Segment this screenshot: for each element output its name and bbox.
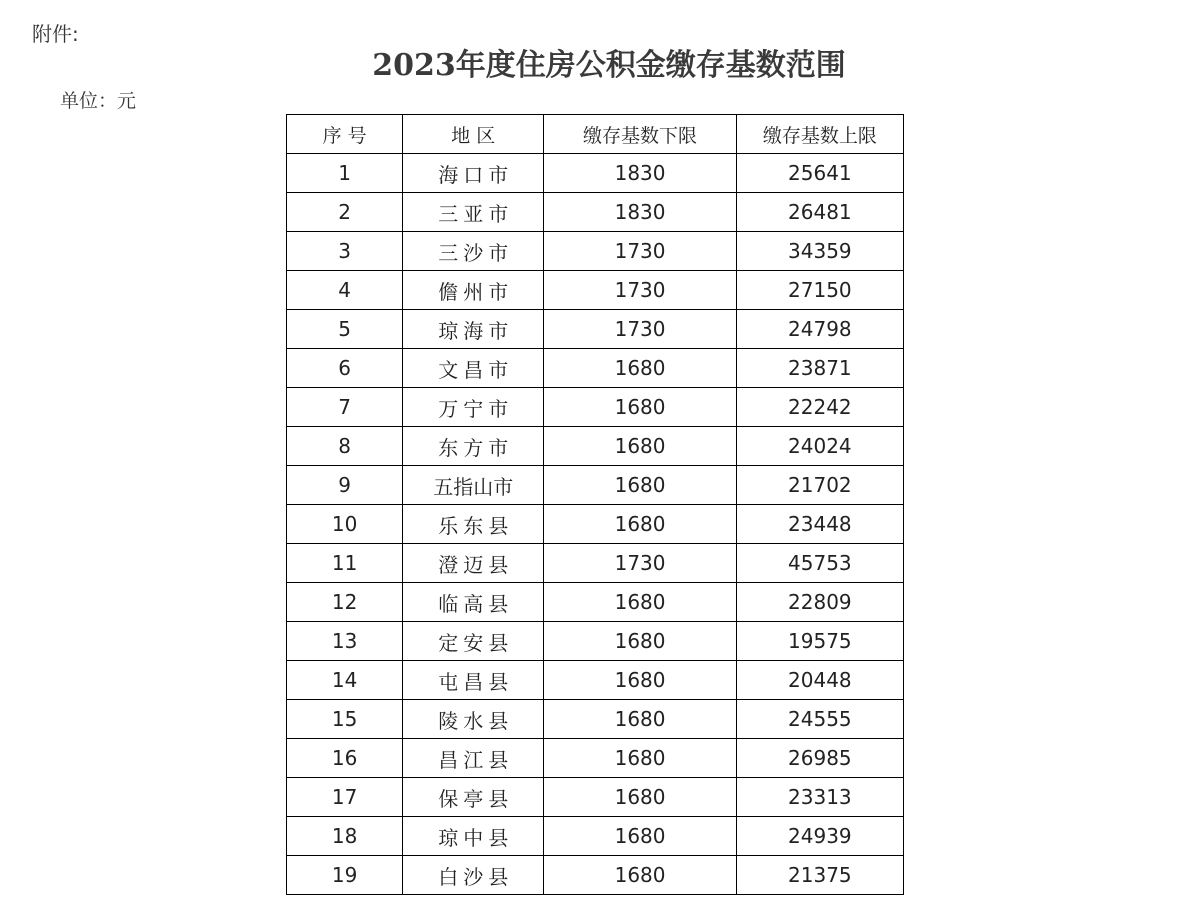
row-lower-limit-cell: 1730	[544, 232, 736, 271]
row-region-cell: 白沙县	[403, 856, 544, 895]
row-index-cell: 16	[287, 739, 403, 778]
row-index-cell: 10	[287, 505, 403, 544]
row-lower-limit-cell: 1680	[544, 349, 736, 388]
column-header-index: 序 号	[287, 115, 403, 154]
column-header-lower-limit: 缴存基数下限	[544, 115, 736, 154]
row-upper-limit-cell: 24939	[736, 817, 903, 856]
row-region-cell: 海口市	[403, 154, 544, 193]
table-row	[287, 193, 904, 232]
row-index-cell: 7	[287, 388, 403, 427]
row-lower-limit-cell: 1680	[544, 661, 736, 700]
row-lower-limit-cell: 1680	[544, 388, 736, 427]
row-lower-limit-cell: 1680	[544, 700, 736, 739]
row-upper-limit-cell: 22242	[736, 388, 903, 427]
table-row	[287, 271, 904, 310]
table-row	[287, 427, 904, 466]
table-row	[287, 583, 904, 622]
row-lower-limit-cell: 1730	[544, 271, 736, 310]
table-row	[287, 778, 904, 817]
row-upper-limit-cell: 20448	[736, 661, 903, 700]
table-row	[287, 661, 904, 700]
attachment-label: 附件:	[32, 22, 79, 46]
column-header-region: 地 区	[403, 115, 544, 154]
row-lower-limit-cell: 1730	[544, 310, 736, 349]
row-region-cell: 昌江县	[403, 739, 544, 778]
row-upper-limit-cell: 24798	[736, 310, 903, 349]
row-region-cell: 定安县	[403, 622, 544, 661]
row-lower-limit-cell: 1680	[544, 622, 736, 661]
row-upper-limit-cell: 26985	[736, 739, 903, 778]
row-lower-limit-cell: 1680	[544, 505, 736, 544]
row-region-cell: 陵水县	[403, 700, 544, 739]
row-upper-limit-cell: 24555	[736, 700, 903, 739]
row-index-cell: 4	[287, 271, 403, 310]
row-lower-limit-cell: 1680	[544, 466, 736, 505]
row-upper-limit-cell: 27150	[736, 271, 903, 310]
table-row	[287, 388, 904, 427]
row-upper-limit-cell: 22809	[736, 583, 903, 622]
row-region-cell: 保亭县	[403, 778, 544, 817]
table-row	[287, 700, 904, 739]
row-lower-limit-cell: 1680	[544, 739, 736, 778]
row-upper-limit-cell: 21375	[736, 856, 903, 895]
row-region-cell: 乐东县	[403, 505, 544, 544]
row-region-cell: 澄迈县	[403, 544, 544, 583]
row-index-cell: 6	[287, 349, 403, 388]
row-upper-limit-cell: 19575	[736, 622, 903, 661]
page-title: 2023年度住房公积金缴存基数范围	[372, 48, 846, 83]
table-row	[287, 310, 904, 349]
contribution-base-table	[286, 114, 904, 895]
table-row	[287, 505, 904, 544]
row-lower-limit-cell: 1830	[544, 154, 736, 193]
row-index-cell: 3	[287, 232, 403, 271]
row-region-cell: 万宁市	[403, 388, 544, 427]
row-index-cell: 2	[287, 193, 403, 232]
row-region-cell: 屯昌县	[403, 661, 544, 700]
row-region-cell: 临高县	[403, 583, 544, 622]
row-region-cell: 三亚市	[403, 193, 544, 232]
table-row	[287, 232, 904, 271]
table-row	[287, 349, 904, 388]
table-row	[287, 739, 904, 778]
row-upper-limit-cell: 25641	[736, 154, 903, 193]
row-region-cell: 文昌市	[403, 349, 544, 388]
row-region-cell: 五指山市	[403, 466, 544, 505]
row-lower-limit-cell: 1680	[544, 817, 736, 856]
table-row	[287, 544, 904, 583]
table-row	[287, 856, 904, 895]
row-index-cell: 11	[287, 544, 403, 583]
row-upper-limit-cell: 34359	[736, 232, 903, 271]
table-row	[287, 622, 904, 661]
row-index-cell: 12	[287, 583, 403, 622]
row-upper-limit-cell: 45753	[736, 544, 903, 583]
row-lower-limit-cell: 1680	[544, 778, 736, 817]
row-region-cell: 儋州市	[403, 271, 544, 310]
column-header-upper-limit: 缴存基数上限	[736, 115, 903, 154]
row-upper-limit-cell: 24024	[736, 427, 903, 466]
row-index-cell: 14	[287, 661, 403, 700]
row-upper-limit-cell: 21702	[736, 466, 903, 505]
row-region-cell: 琼中县	[403, 817, 544, 856]
row-lower-limit-cell: 1830	[544, 193, 736, 232]
table-header-row	[287, 115, 904, 154]
row-index-cell: 15	[287, 700, 403, 739]
row-upper-limit-cell: 23871	[736, 349, 903, 388]
row-lower-limit-cell: 1680	[544, 583, 736, 622]
row-lower-limit-cell: 1680	[544, 856, 736, 895]
row-upper-limit-cell: 26481	[736, 193, 903, 232]
row-index-cell: 1	[287, 154, 403, 193]
row-lower-limit-cell: 1680	[544, 427, 736, 466]
unit-label: 单位：元	[60, 90, 137, 112]
table-body	[287, 154, 904, 895]
row-index-cell: 9	[287, 466, 403, 505]
row-index-cell: 18	[287, 817, 403, 856]
row-index-cell: 8	[287, 427, 403, 466]
row-region-cell: 东方市	[403, 427, 544, 466]
table-row	[287, 466, 904, 505]
row-upper-limit-cell: 23313	[736, 778, 903, 817]
row-index-cell: 17	[287, 778, 403, 817]
row-region-cell: 琼海市	[403, 310, 544, 349]
row-lower-limit-cell: 1730	[544, 544, 736, 583]
table-row	[287, 154, 904, 193]
row-upper-limit-cell: 23448	[736, 505, 903, 544]
row-index-cell: 5	[287, 310, 403, 349]
row-index-cell: 19	[287, 856, 403, 895]
row-index-cell: 13	[287, 622, 403, 661]
row-region-cell: 三沙市	[403, 232, 544, 271]
table-row	[287, 817, 904, 856]
